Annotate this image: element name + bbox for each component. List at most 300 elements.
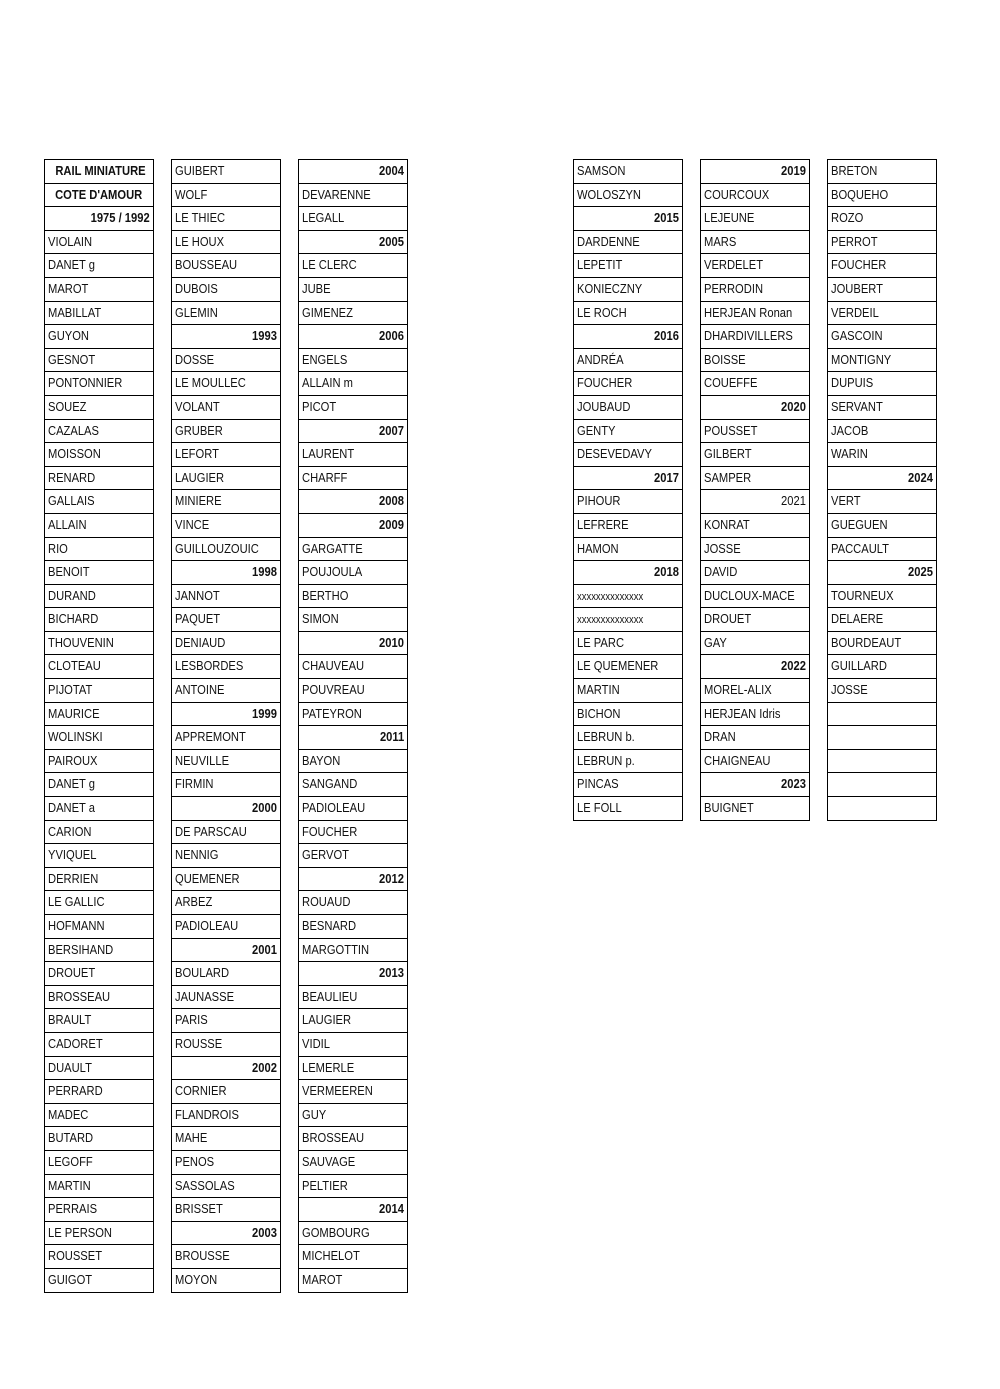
cell-text: 2010 bbox=[379, 634, 404, 650]
cell-text: LEPETIT bbox=[577, 257, 623, 273]
name-cell bbox=[171, 632, 281, 656]
cell-text: MAROT bbox=[302, 1271, 343, 1287]
name-cell bbox=[171, 396, 281, 420]
name-cell bbox=[573, 514, 683, 538]
cell-text: GESNOT bbox=[48, 351, 96, 367]
cell-text: 2021 bbox=[781, 493, 806, 509]
name-cell bbox=[171, 514, 281, 538]
name-cell bbox=[171, 1104, 281, 1128]
name-cell bbox=[44, 868, 154, 892]
name-cell bbox=[44, 396, 154, 420]
name-cell bbox=[298, 797, 408, 821]
cell-text: 2001 bbox=[252, 941, 277, 957]
name-cell bbox=[298, 1269, 408, 1293]
cell-text: RAIL MINIATURE bbox=[55, 163, 146, 178]
name-cell bbox=[700, 278, 810, 302]
name-cell bbox=[827, 679, 937, 703]
cell-text: 2009 bbox=[379, 516, 404, 532]
cell-text: POUVREAU bbox=[302, 682, 365, 698]
cell-text: 2013 bbox=[379, 965, 404, 981]
cell-text: GLEMIN bbox=[175, 304, 218, 320]
name-cell bbox=[573, 302, 683, 326]
cell-text: BOULARD bbox=[175, 965, 230, 981]
cell-text: VERMEEREN bbox=[302, 1083, 373, 1099]
name-cell bbox=[700, 467, 810, 491]
name-cell bbox=[44, 490, 154, 514]
cell-text: JANNOT bbox=[175, 587, 220, 603]
cell-text: KONRAT bbox=[704, 516, 750, 532]
cell-text: RIO bbox=[48, 540, 68, 556]
cell-text: PERRODIN bbox=[704, 280, 764, 296]
name-cell bbox=[44, 1151, 154, 1175]
year-header-cell bbox=[573, 467, 683, 491]
name-cell bbox=[298, 538, 408, 562]
cell-text: LEBRUN p. bbox=[577, 752, 635, 768]
cell-text: 2011 bbox=[379, 729, 404, 745]
name-cell bbox=[700, 420, 810, 444]
name-cell bbox=[44, 750, 154, 774]
name-cell bbox=[298, 750, 408, 774]
year-header-cell bbox=[298, 160, 408, 184]
name-cell bbox=[298, 302, 408, 326]
cell-text: PINCAS bbox=[577, 776, 619, 792]
cell-text: PIHOUR bbox=[577, 493, 621, 509]
name-cell bbox=[298, 1080, 408, 1104]
name-cell bbox=[44, 939, 154, 963]
cell-text: DELAERE bbox=[831, 611, 884, 627]
cell-text: BEAULIEU bbox=[302, 988, 358, 1004]
name-cell bbox=[171, 420, 281, 444]
name-cell bbox=[44, 349, 154, 373]
name-cell bbox=[573, 160, 683, 184]
name-cell bbox=[44, 1104, 154, 1128]
name-cell bbox=[44, 561, 154, 585]
cell-text: JUBE bbox=[302, 280, 331, 296]
name-cell bbox=[171, 467, 281, 491]
name-cell bbox=[44, 821, 154, 845]
cell-text: ENGELS bbox=[302, 351, 348, 367]
cell-text: BOUSSEAU bbox=[175, 257, 238, 273]
name-cell bbox=[827, 278, 937, 302]
year-header-cell bbox=[44, 207, 154, 231]
cell-text: GARGATTE bbox=[302, 540, 363, 556]
cell-text: 2023 bbox=[781, 776, 806, 792]
name-cell bbox=[700, 750, 810, 774]
year-header-cell bbox=[573, 325, 683, 349]
name-cell bbox=[171, 868, 281, 892]
cell-text: FOUCHER bbox=[831, 257, 887, 273]
name-cell bbox=[298, 655, 408, 679]
empty-cell bbox=[827, 703, 937, 727]
year-header-cell bbox=[171, 797, 281, 821]
cell-text: PELTIER bbox=[302, 1177, 348, 1193]
name-cell bbox=[298, 891, 408, 915]
name-cell bbox=[171, 821, 281, 845]
name-cell bbox=[573, 750, 683, 774]
name-cell bbox=[44, 986, 154, 1010]
cell-text: 2006 bbox=[379, 328, 404, 344]
name-cell bbox=[827, 443, 937, 467]
name-cell bbox=[171, 231, 281, 255]
cell-text: GRUBER bbox=[175, 422, 223, 438]
cell-text: DESEVEDAVY bbox=[577, 446, 652, 462]
cell-text: COTE D'AMOUR bbox=[55, 186, 143, 202]
cell-text: ROZO bbox=[831, 210, 864, 226]
cell-text: FOUCHER bbox=[577, 375, 633, 391]
name-cell bbox=[700, 443, 810, 467]
members-column-6 bbox=[827, 159, 937, 821]
members-column-1 bbox=[44, 159, 154, 1293]
name-cell bbox=[171, 986, 281, 1010]
members-column-5 bbox=[700, 159, 810, 821]
name-cell bbox=[298, 467, 408, 491]
cell-text: APPREMONT bbox=[175, 729, 246, 745]
name-cell bbox=[44, 420, 154, 444]
name-cell bbox=[298, 1245, 408, 1269]
cell-text: 1999 bbox=[252, 705, 277, 721]
name-cell bbox=[827, 302, 937, 326]
name-cell bbox=[171, 538, 281, 562]
cell-text: MINIERE bbox=[175, 493, 222, 509]
cell-text: MABILLAT bbox=[48, 304, 102, 320]
year-header-cell bbox=[298, 1198, 408, 1222]
name-cell bbox=[298, 1104, 408, 1128]
cell-text: CHAUVEAU bbox=[302, 658, 365, 674]
name-cell bbox=[827, 349, 937, 373]
club-title-cell bbox=[44, 160, 154, 184]
cell-text: ROUAUD bbox=[302, 894, 351, 910]
cell-text: WOLOSZYN bbox=[577, 186, 641, 202]
name-cell bbox=[171, 1245, 281, 1269]
name-cell bbox=[44, 372, 154, 396]
name-cell bbox=[171, 302, 281, 326]
cell-text: DURAND bbox=[48, 587, 96, 603]
name-cell bbox=[827, 207, 937, 231]
year-header-cell bbox=[171, 703, 281, 727]
cell-text: ANDRÉA bbox=[577, 351, 624, 367]
empty-cell bbox=[827, 797, 937, 821]
cell-text: DAVID bbox=[704, 564, 738, 580]
cell-text: CADORET bbox=[48, 1035, 103, 1051]
name-cell bbox=[827, 608, 937, 632]
cell-text: 1998 bbox=[252, 564, 277, 580]
cell-text: 2005 bbox=[379, 233, 404, 249]
name-cell bbox=[573, 443, 683, 467]
cell-text: FLANDROIS bbox=[175, 1106, 239, 1122]
name-cell bbox=[298, 773, 408, 797]
cell-text: 2002 bbox=[252, 1059, 277, 1075]
name-cell bbox=[44, 844, 154, 868]
name-cell bbox=[171, 773, 281, 797]
name-cell bbox=[827, 325, 937, 349]
name-cell bbox=[298, 1175, 408, 1199]
cell-text: SIMON bbox=[302, 611, 339, 627]
name-cell bbox=[298, 679, 408, 703]
cell-text: VERT bbox=[831, 493, 861, 509]
cell-text: 1993 bbox=[252, 328, 277, 344]
name-cell bbox=[44, 608, 154, 632]
year-header-cell bbox=[171, 1222, 281, 1246]
cell-text: ALLAIN m bbox=[302, 375, 353, 391]
cell-text: PONTONNIER bbox=[48, 375, 123, 391]
cell-text: DOSSE bbox=[175, 351, 215, 367]
cell-text: VIOLAIN bbox=[48, 233, 93, 249]
name-cell bbox=[573, 231, 683, 255]
name-cell bbox=[171, 608, 281, 632]
name-cell bbox=[298, 844, 408, 868]
name-cell bbox=[171, 891, 281, 915]
cell-text: LE PERSON bbox=[48, 1224, 113, 1240]
name-cell bbox=[573, 420, 683, 444]
cell-text: PIJOTAT bbox=[48, 682, 93, 698]
cell-text: BICHON bbox=[577, 705, 621, 721]
cell-text: HERJEAN Idris bbox=[704, 705, 781, 721]
cell-text: LAUGIER bbox=[175, 469, 225, 485]
cell-text: LEBRUN b. bbox=[577, 729, 635, 745]
cell-text: 1975 / 1992 bbox=[90, 210, 150, 226]
name-cell bbox=[827, 420, 937, 444]
cell-text: JACOB bbox=[831, 422, 869, 438]
cell-text: 2015 bbox=[654, 210, 679, 226]
year-header-cell bbox=[171, 325, 281, 349]
year-header-cell bbox=[298, 490, 408, 514]
cell-text: BROSSEAU bbox=[302, 1130, 365, 1146]
cell-text: VINCE bbox=[175, 516, 210, 532]
cell-text: LE MOULLEC bbox=[175, 375, 246, 391]
cell-text: GERVOT bbox=[302, 847, 350, 863]
cell-text: PAIROUX bbox=[48, 752, 98, 768]
cell-text: 2004 bbox=[379, 163, 404, 178]
cell-text: ALLAIN bbox=[48, 516, 87, 532]
cell-text: NENNIG bbox=[175, 847, 219, 863]
name-cell bbox=[171, 490, 281, 514]
cell-text: 2012 bbox=[379, 870, 404, 886]
name-cell bbox=[298, 254, 408, 278]
cell-text: VOLANT bbox=[175, 398, 220, 414]
cell-text: FIRMIN bbox=[175, 776, 214, 792]
name-cell bbox=[298, 372, 408, 396]
name-cell bbox=[298, 939, 408, 963]
members-column-4 bbox=[573, 159, 683, 821]
cell-text: DROUET bbox=[48, 965, 96, 981]
cell-text: GUILLARD bbox=[831, 658, 887, 674]
year-header-cell bbox=[298, 231, 408, 255]
empty-cell bbox=[827, 773, 937, 797]
year-header-cell bbox=[573, 561, 683, 585]
cell-text: VERDELET bbox=[704, 257, 764, 273]
cell-text: DROUET bbox=[704, 611, 752, 627]
cell-text: PERRAIS bbox=[48, 1201, 98, 1217]
name-cell bbox=[298, 1151, 408, 1175]
name-cell bbox=[44, 962, 154, 986]
name-cell bbox=[298, 561, 408, 585]
name-cell bbox=[298, 821, 408, 845]
cell-text: THOUVENIN bbox=[48, 634, 114, 650]
name-cell bbox=[44, 585, 154, 609]
cell-text: xxxxxxxxxxxxxx bbox=[577, 614, 644, 627]
year-header-cell bbox=[827, 467, 937, 491]
cell-text: 2016 bbox=[654, 328, 679, 344]
cell-text: PARIS bbox=[175, 1012, 208, 1028]
year-header-cell bbox=[298, 726, 408, 750]
name-cell bbox=[298, 1127, 408, 1151]
name-cell bbox=[700, 632, 810, 656]
name-cell bbox=[171, 585, 281, 609]
cell-text: LE HOUX bbox=[175, 233, 225, 249]
name-cell bbox=[44, 1175, 154, 1199]
name-cell bbox=[827, 231, 937, 255]
name-cell bbox=[573, 372, 683, 396]
cell-text: CORNIER bbox=[175, 1083, 227, 1099]
cell-text: WOLF bbox=[175, 186, 208, 202]
name-cell bbox=[700, 679, 810, 703]
cell-text: BERTHO bbox=[302, 587, 349, 603]
name-cell bbox=[700, 254, 810, 278]
name-cell bbox=[44, 1009, 154, 1033]
name-cell bbox=[171, 207, 281, 231]
name-cell bbox=[171, 1269, 281, 1293]
cell-text: 2007 bbox=[379, 422, 404, 438]
cell-text: DUCLOUX-MACE bbox=[704, 587, 795, 603]
cell-text: HOFMANN bbox=[48, 918, 105, 933]
name-cell bbox=[573, 278, 683, 302]
name-cell bbox=[171, 278, 281, 302]
name-cell bbox=[827, 632, 937, 656]
cell-text: 2024 bbox=[908, 469, 933, 485]
name-cell bbox=[171, 679, 281, 703]
cell-text: LE GALLIC bbox=[48, 894, 105, 910]
name-cell bbox=[44, 467, 154, 491]
cell-text: HERJEAN Ronan bbox=[704, 304, 793, 320]
name-cell bbox=[700, 585, 810, 609]
cell-text: MARGOTTIN bbox=[302, 941, 370, 957]
cell-text: DE PARSCAU bbox=[175, 823, 247, 839]
name-cell bbox=[700, 726, 810, 750]
name-cell bbox=[573, 184, 683, 208]
name-cell bbox=[827, 490, 937, 514]
cell-text: BROUSSE bbox=[175, 1248, 230, 1264]
cell-text: VERDEIL bbox=[831, 304, 879, 320]
name-cell bbox=[298, 703, 408, 727]
cell-text: DUAULT bbox=[48, 1059, 92, 1075]
name-cell bbox=[700, 538, 810, 562]
cell-text: TOURNEUX bbox=[831, 587, 894, 603]
cell-text: SAMPER bbox=[704, 469, 752, 485]
year-header-cell bbox=[298, 868, 408, 892]
cell-text: LEFRERE bbox=[577, 516, 629, 532]
name-cell bbox=[171, 372, 281, 396]
name-cell bbox=[700, 608, 810, 632]
name-cell bbox=[44, 679, 154, 703]
year-header-cell bbox=[298, 420, 408, 444]
name-cell bbox=[827, 585, 937, 609]
name-cell bbox=[573, 349, 683, 373]
name-cell bbox=[171, 1080, 281, 1104]
year-header-cell bbox=[171, 939, 281, 963]
name-cell bbox=[700, 797, 810, 821]
cell-text: POUSSET bbox=[704, 422, 758, 438]
name-cell bbox=[700, 302, 810, 326]
cell-text: GUIBERT bbox=[175, 163, 225, 178]
cell-text: LEMERLE bbox=[302, 1059, 355, 1075]
cell-text: PICOT bbox=[302, 398, 337, 414]
cell-text: SAMSON bbox=[577, 163, 626, 178]
members-column-3 bbox=[298, 159, 408, 1293]
cell-text: LEFORT bbox=[175, 446, 219, 462]
cell-text: PACCAULT bbox=[831, 540, 889, 556]
cell-text: GIMENEZ bbox=[302, 304, 353, 320]
cell-text: ARBEZ bbox=[175, 894, 213, 910]
club-title-cell bbox=[44, 184, 154, 208]
cell-text: MAURICE bbox=[48, 705, 100, 721]
name-cell bbox=[827, 655, 937, 679]
cell-text: HAMON bbox=[577, 540, 619, 556]
cell-text: ROUSSET bbox=[48, 1248, 103, 1264]
name-cell bbox=[171, 1033, 281, 1057]
cell-text: WARIN bbox=[831, 446, 868, 462]
cell-text: DERRIEN bbox=[48, 870, 99, 886]
cell-text: KONIECZNY bbox=[577, 280, 643, 296]
name-cell bbox=[44, 302, 154, 326]
cell-text: SERVANT bbox=[831, 398, 883, 414]
name-cell bbox=[44, 726, 154, 750]
year-header-cell bbox=[827, 561, 937, 585]
name-cell bbox=[298, 349, 408, 373]
cell-text: MARS bbox=[704, 233, 737, 249]
cell-text: CHAIGNEAU bbox=[704, 752, 771, 768]
cell-text: BUTARD bbox=[48, 1130, 94, 1146]
cell-text: BICHARD bbox=[48, 611, 99, 627]
name-cell bbox=[298, 1009, 408, 1033]
cell-text: JOSSE bbox=[831, 682, 868, 698]
cell-text: DEVARENNE bbox=[302, 186, 371, 202]
cell-text: CHARFF bbox=[302, 469, 348, 485]
cell-text: GUILLOUZOUIC bbox=[175, 540, 259, 556]
cell-text: 2018 bbox=[654, 564, 679, 580]
cell-text: 2014 bbox=[379, 1201, 404, 1217]
cell-text: 2022 bbox=[781, 658, 806, 674]
name-cell bbox=[573, 632, 683, 656]
cell-text: BRAULT bbox=[48, 1012, 92, 1028]
name-cell bbox=[44, 891, 154, 915]
cell-text: RENARD bbox=[48, 469, 96, 485]
cell-text: CAZALAS bbox=[48, 422, 99, 438]
name-cell bbox=[171, 844, 281, 868]
name-cell bbox=[827, 184, 937, 208]
name-cell bbox=[171, 726, 281, 750]
name-cell bbox=[171, 1175, 281, 1199]
name-cell bbox=[700, 231, 810, 255]
cell-text: LE ROCH bbox=[577, 304, 627, 320]
name-cell bbox=[171, 750, 281, 774]
name-cell bbox=[298, 278, 408, 302]
name-cell bbox=[573, 726, 683, 750]
year-header-cell bbox=[298, 962, 408, 986]
name-cell bbox=[44, 1057, 154, 1081]
name-cell bbox=[44, 538, 154, 562]
cell-text: GUY bbox=[302, 1106, 327, 1122]
name-cell bbox=[298, 608, 408, 632]
name-cell bbox=[573, 538, 683, 562]
cell-text: BUIGNET bbox=[704, 800, 754, 816]
name-cell bbox=[298, 184, 408, 208]
cell-text: LE THIEC bbox=[175, 210, 226, 226]
cell-text: LE QUEMENER bbox=[577, 658, 659, 674]
name-cell bbox=[573, 254, 683, 278]
cell-text: BOURDEAUT bbox=[831, 634, 902, 650]
cell-text: MARTIN bbox=[577, 682, 620, 698]
name-cell bbox=[171, 1198, 281, 1222]
